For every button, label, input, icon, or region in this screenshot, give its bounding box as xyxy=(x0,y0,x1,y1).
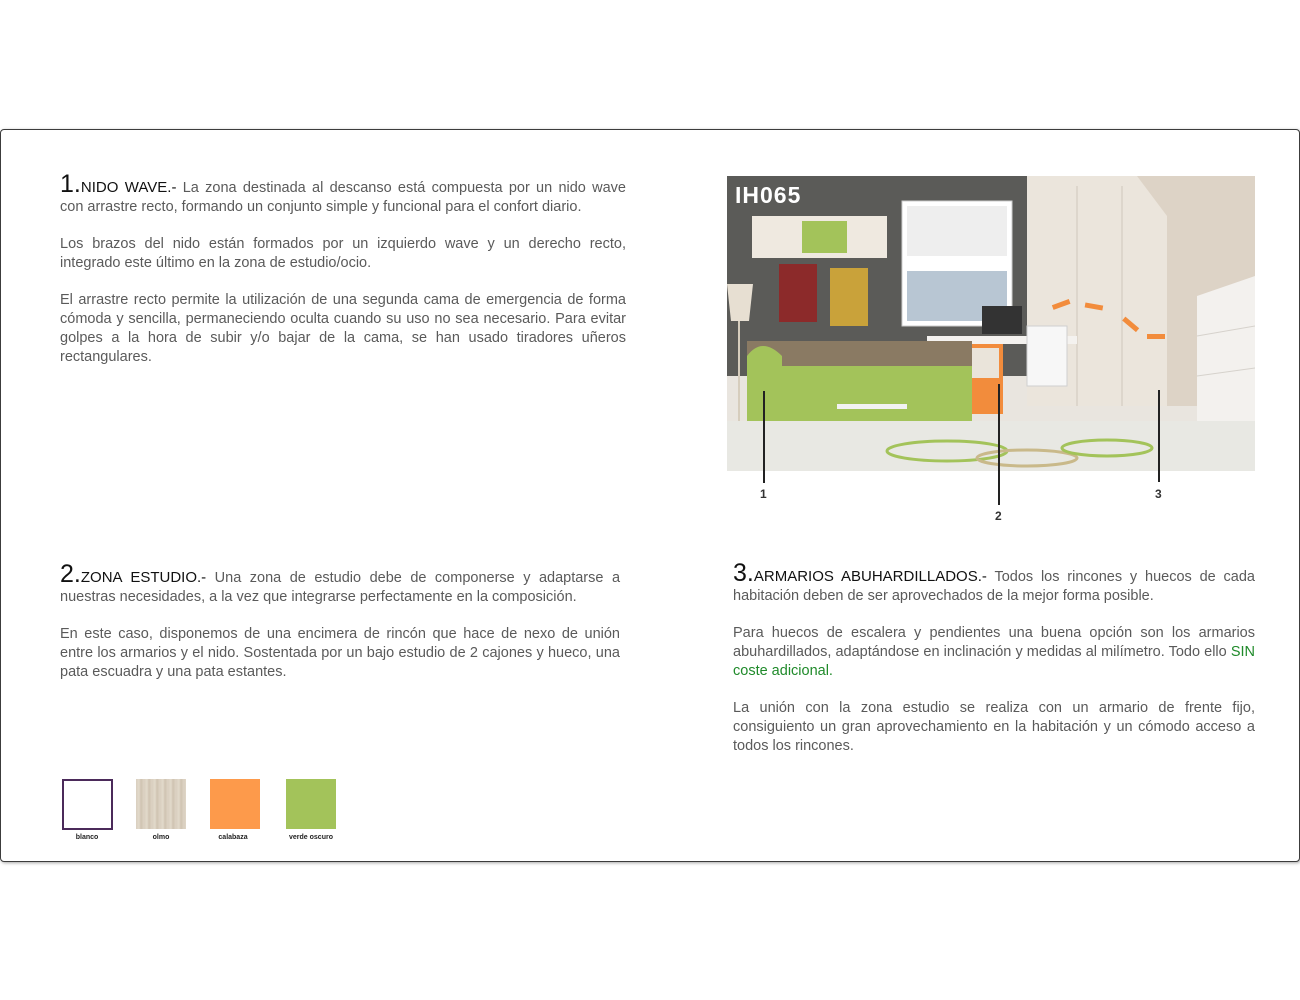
swatch-label: verde oscuro xyxy=(289,834,333,841)
section-paragraph: En este caso, disponemos de una encimera de rincón que hace de nexo de unión entre los armarios y el nido. Sostentada por un bajo estudio de 2 cajones y hueco, una pata escuadra y una pata estantes. xyxy=(60,626,620,680)
section-intro: Una zona de estudio debe de componerse y adaptarse a nuestras necesidades, a la vez que integrarse perfectamente en la composición. xyxy=(60,570,621,605)
section-armarios-abuhardillados xyxy=(733,559,1255,774)
section-title: NIDO WAVE.- xyxy=(80,179,177,196)
callout-line-3 xyxy=(1158,390,1160,482)
swatch-label: blanco xyxy=(75,834,99,841)
section-number: 2. xyxy=(60,560,81,588)
callout-number-1: 1 xyxy=(760,487,767,501)
swatch-label: calabaza xyxy=(218,834,248,841)
section-number: 3. xyxy=(733,559,754,587)
section-paragraph: Para huecos de escalera y pendientes una buena opción son los armarios abuhardillados, adaptándose en inclinación y medidas al milímetro. Todo ello xyxy=(733,625,1255,660)
section-nido-wave xyxy=(60,170,626,385)
callout-number-3: 3 xyxy=(1155,487,1162,501)
callout-line-2 xyxy=(998,384,1000,505)
callout-line-1 xyxy=(763,391,765,483)
swatch-blanco xyxy=(62,779,113,830)
swatch-verde-oscuro xyxy=(286,779,336,829)
price-highlight: SIN coste adicional. xyxy=(733,644,1255,679)
section-paragraph: Los brazos del nido están formados por un izquierdo wave y un derecho recto, integrado este último en la zona de estudio/ocio. xyxy=(60,236,626,271)
bedroom-photo xyxy=(727,176,1255,471)
swatch-calabaza xyxy=(210,779,260,829)
bedroom-illustration xyxy=(727,176,1255,471)
swatch-label: olmo xyxy=(152,834,170,841)
section-intro: Todos los rincones y huecos de cada habitación deben de ser aprovechados de la mejor forma posible. xyxy=(733,569,1255,604)
section-zona-estudio xyxy=(60,560,621,700)
section-title: ZONA ESTUDIO.- xyxy=(80,569,207,586)
section-number: 1. xyxy=(60,170,81,198)
callout-number-2: 2 xyxy=(995,509,1002,523)
section-title: ARMARIOS ABUHARDILLADOS.- xyxy=(753,568,987,585)
section-paragraph: El arrastre recto permite la utilización de una segunda cama de emergencia de forma cómoda y sencilla, permaneciendo oculta cuando su uso no sea necesario. Para evitar golpes a la hora de subir y/o bajar de la cama, se han usado tiradores uñeros rectangulares. xyxy=(60,292,626,365)
model-code-label: IH065 xyxy=(735,182,802,208)
section-paragraph: La unión con la zona estudio se realiza con un armario de frente fijo, consiguiento un gran aprovechamiento en la habitación y un cómodo acceso a todos los rincones. xyxy=(733,700,1255,754)
swatch-olmo xyxy=(136,779,186,829)
section-intro: La zona destinada al descanso está compuesta por un nido wave con arrastre recto, formando un conjunto simple y funcional para el confort diario. xyxy=(60,180,626,215)
